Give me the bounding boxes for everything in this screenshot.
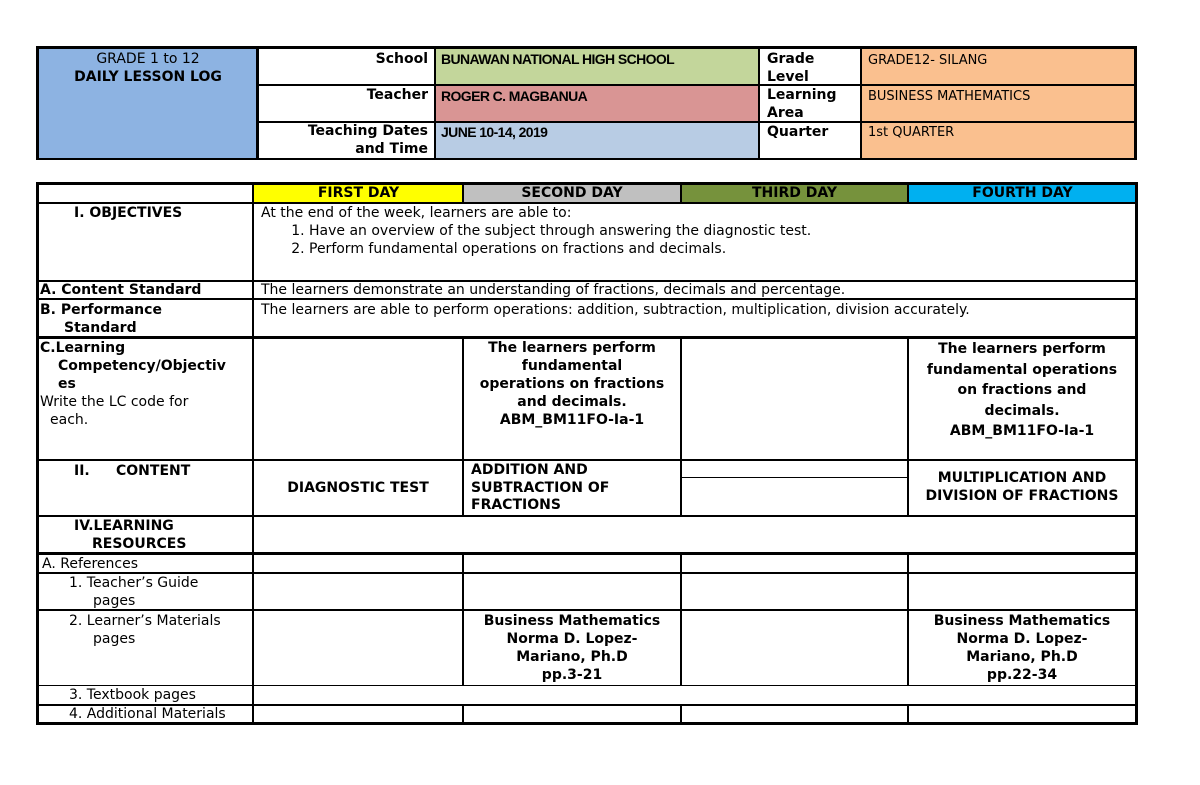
content-label: CONTENT — [116, 463, 191, 479]
teacher-label: Teacher — [366, 87, 428, 103]
grade-label: Grade Level — [767, 51, 815, 85]
performance-standard-value: The learners are able to perform operations: addition, subtraction, multiplication, division accurately. — [261, 302, 970, 318]
content-standard-label: A. Content Standard — [40, 282, 202, 298]
dates-value: JUNE 10-14, 2019 — [441, 124, 548, 140]
competency-day2: The learners perform fundamental operations on fractions and decimals. ABM_BM11FO-Ia-1 — [479, 340, 665, 428]
list-item: 1. Have an overview of the subject through answering the diagnostic test. — [309, 222, 1131, 240]
objectives-label: I. OBJECTIVES — [74, 205, 183, 221]
objectives-list — [261, 222, 1131, 258]
teachers-guide-label: 1. Teacher’s Guide pages — [69, 575, 199, 609]
content-day4: MULTIPLICATION AND DIVISION OF FRACTIONS — [925, 470, 1119, 504]
performance-standard-label: B. Performance Standard — [40, 302, 162, 336]
learners-materials-label: 2. Learner’s Materials pages — [69, 613, 221, 647]
area-value: BUSINESS MATHEMATICS — [868, 89, 1031, 104]
objectives-text: At the end of the week, learners are able to: 1. Have an overview of the subject through answering the diagnostic test. 2. Perform fundamental operations on fractions and decimals. — [261, 204, 1131, 258]
content-standard-value: The learners demonstrate an understanding of fractions, decimals and percentage. — [261, 282, 846, 298]
area-label: Learning Area — [767, 87, 837, 121]
content-label-num: II. — [74, 463, 90, 479]
third-day-label: THIRD DAY — [751, 185, 837, 201]
dates-label: Teaching Dates and Time — [307, 123, 428, 157]
doc-title: GRADE 1 to 12 DAILY LESSON LOG — [74, 51, 222, 85]
school-value: BUNAWAN NATIONAL HIGH SCHOOL — [441, 51, 675, 67]
learners-materials-day2: Business Mathematics Norma D. Lopez- Mariano, Ph.D pp.3-21 — [483, 613, 661, 683]
content-day1: DIAGNOSTIC TEST — [287, 480, 429, 496]
additional-materials-label: 4. Additional Materials — [69, 706, 226, 722]
resources-label: IV.LEARNING RESOURCES — [74, 518, 187, 552]
learners-materials-day4: Business Mathematics Norma D. Lopez- Mariano, Ph.D pp.22-34 — [933, 613, 1111, 683]
school-label: School — [375, 51, 428, 67]
fourth-day-label: FOURTH DAY — [972, 185, 1073, 201]
grade-value: GRADE12- SILANG — [868, 53, 988, 68]
second-day-label: SECOND DAY — [521, 185, 623, 201]
content-day2: ADDITION AND SUBTRACTION OF FRACTIONS — [471, 462, 610, 513]
quarter-value: 1st QUARTER — [868, 125, 955, 140]
references-label: A. References — [42, 556, 139, 572]
textbook-label: 3. Textbook pages — [69, 687, 196, 703]
quarter-label: Quarter — [767, 124, 829, 140]
competency-label: C.Learning Competency/Objectiv es Write the LC code for each. — [40, 340, 226, 428]
first-day-label: FIRST DAY — [317, 185, 400, 201]
competency-day4: The learners perform fundamental operations on fractions and decimals. ABM_BM11FO-Ia-1 — [926, 341, 1118, 439]
teacher-value: ROGER C. MAGBANUA — [441, 88, 588, 104]
list-item: 2. Perform fundamental operations on fractions and decimals. — [309, 240, 1131, 258]
